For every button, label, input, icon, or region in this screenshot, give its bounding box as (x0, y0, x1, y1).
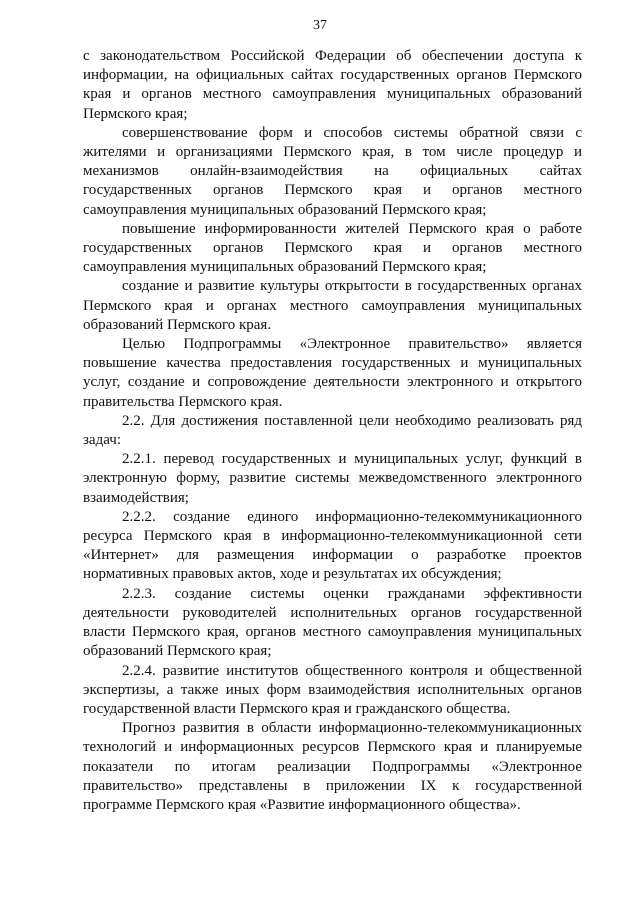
paragraph: 2.2.1. перевод государственных и муниципальных услуг, функций в электронную форму, развитие системы межведомственного электронного взаимодействия; (83, 451, 582, 506)
paragraph: создание и развитие культуры открытости в государственных органах Пермского края и органах местного самоуправления муниципальных образований Пермского края. (83, 278, 582, 333)
paragraph: 2.2.4. развитие институтов общественного контроля и общественной экспертизы, а также иных форм взаимодействия исполнительных органов государственной власти Пермского края и гражданского общества. (83, 662, 582, 717)
paragraph: 2.2.3. создание системы оценки гражданами эффективности деятельности руководителей исполнительных органов государственной власти Пермского края, органов местного самоуправления муниципальных образований Пермского края; (83, 585, 582, 660)
paragraph: 2.2.2. создание единого информационно-телекоммуникационного ресурса Пермского края в информационно-телекоммуникационной сети «Интернет» для размещения информации о разработке проектов нормативных правовых актов, ходе и результатах их обсуждения; (83, 508, 582, 583)
paragraph: повышение информированности жителей Пермского края о работе государственных органов Пермского края и органов местного самоуправления муниципальных образований Пермского края; (83, 220, 582, 276)
paragraph: Прогноз развития в области информационно-телекоммуникационных технологий и информационных ресурсов Пермского края и планируемые показатели по итогам реализации Подпрограммы «Электронное правительство» представлены в приложении IX к государственной программе Пермского края «Развитие информационного общества». (83, 720, 582, 813)
paragraph: Целью Подпрограммы «Электронное правительство» является повышение качества предоставления государственных и муниципальных услуг, создание и сопровождение деятельности электронного и открытого правительства Пермского края. (83, 336, 582, 410)
paragraph: 2.2. Для достижения поставленной цели необходимо реализовать ряд задач: (83, 412, 582, 449)
page-number: 37 (313, 18, 327, 33)
document-body (83, 47, 582, 815)
paragraph: с законодательством Российской Федерации об обеспечении доступа к информации, на официальных сайтах государственных органов Пермского края и органов местного самоуправления муниципальных образований Пермского края; (83, 48, 582, 122)
paragraph: совершенствование форм и способов системы обратной связи с жителями и организациями Пермского края, в том числе процедур и механизмов онлайн-взаимодействия на официальных сайтах государственных органов Пермского края и органов местного самоуправления муниципальных образований Пермского края; (83, 124, 582, 218)
